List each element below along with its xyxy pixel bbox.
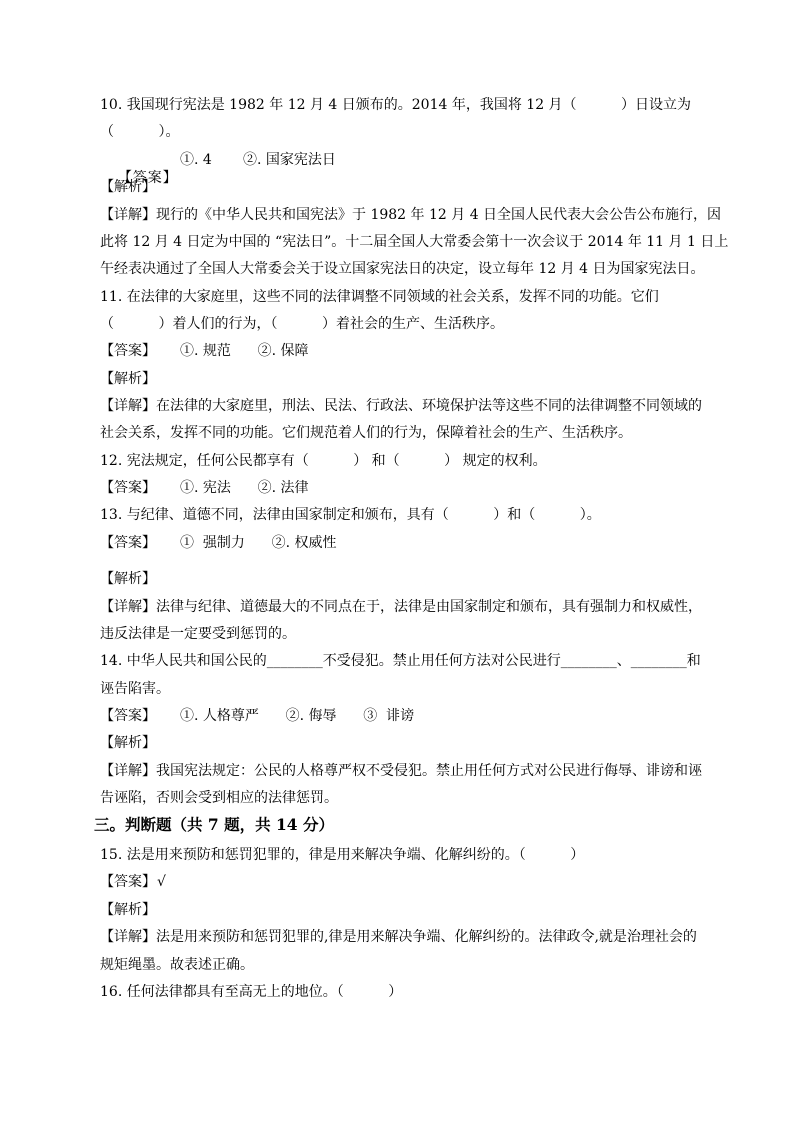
- q14-detail-line2: 告诬陷，否则会受到相应的法律惩罚。: [100, 790, 338, 806]
- q11-detail-line2: 社会关系，发挥不同的功能。它们规范着人们的行为，保障着社会的生产、生活秩序。: [100, 425, 632, 441]
- q15-detail-line2: 规矩绳墨。故表述正确。: [100, 957, 254, 973]
- q13-answer-text: ① 强制力 ②. 权威性: [180, 535, 337, 551]
- q15-analysis-tag: 【解析】: [100, 902, 156, 918]
- q15-detail-line1: 【详解】法是用来预防和惩罚犯罪的,律是用来解决争端、化解纠纷的。法律政令,就是治理社会的: [100, 929, 697, 945]
- q14-stem-line2: 诬告陷害。: [100, 681, 170, 697]
- q11-detail-line1: 【详解】在法律的大家庭里，刑法、民法、行政法、环境保护法等这些不同的法律调整不同领域的: [100, 398, 702, 414]
- q14-analysis-tag: 【解析】: [100, 735, 156, 751]
- q10-stem-line1: 10. 我国现行宪法是 1982 年 12 月 4 日颁布的。2014 年，我国将 12 月（ ）日设立为: [100, 97, 692, 113]
- q15-answer-text: √: [157, 874, 166, 890]
- q13-stem: 13. 与纪律、道德不同，法律由国家制定和颁布，具有（ ）和（ ）。: [100, 507, 601, 523]
- q11-answer-text: ①. 规范 ②. 保障: [180, 343, 309, 359]
- q10-detail-line2: 此将 12 月 4 日定为中国的 “宪法日”。十二届全国人大常委会第十一次会议于 2014 年 11 月 1 日上: [100, 234, 729, 250]
- q10-analysis-tag: 【解析】: [100, 179, 156, 195]
- q10-stem-line2: （ ）。: [100, 124, 180, 140]
- q10-detail-line1: 【详解】现行的《中华人民共和国宪法》于 1982 年 12 月 4 日全国人民代表大会公告公布施行，因: [100, 207, 722, 223]
- q12-answer-text: ①. 宪法 ②. 法律: [180, 480, 309, 496]
- q10-answer-text: ①. 4 ②. 国家宪法日: [180, 152, 336, 168]
- section-title: 三。判断题（共 7 题，共 14 分）: [94, 815, 334, 834]
- q14-detail-line1: 【详解】我国宪法规定：公民的人格尊严权不受侵犯。禁止用任何方式对公民进行侮辱、诽谤和诬: [100, 763, 702, 779]
- q14-stem-line1: 14. 中华人民共和国公民的________不受侵犯。禁止用任何方法对公民进行________、________和: [100, 653, 701, 669]
- q11-stem-line1: 11. 在法律的大家庭里，这些不同的法律调整不同领域的社会关系，发挥不同的功能。它们: [100, 289, 659, 305]
- q12-answer-tag: 【答案】: [100, 480, 156, 496]
- q15-answer-tag: 【答案】: [100, 874, 156, 890]
- q12-stem: 12. 宪法规定，任何公民都享有（ ） 和（ ） 规定的权利。: [100, 453, 547, 469]
- q13-detail-line2: 违反法律是一定要受到惩罚的。: [100, 626, 296, 642]
- q15-stem: 15. 法是用来预防和惩罚犯罪的，律是用来解决争端、化解纠纷的。（ ）: [100, 847, 585, 863]
- q13-detail-line1: 【详解】法律与纪律、道德最大的不同点在于，法律是由国家制定和颁布，具有强制力和权威性，: [100, 599, 702, 615]
- q13-analysis-tag: 【解析】: [100, 571, 156, 587]
- q14-answer-tag: 【答案】: [100, 708, 156, 724]
- q11-stem-line2: （ ）着人们的行为，（ ）着社会的生产、生活秩序。: [100, 316, 505, 332]
- q13-answer-tag: 【答案】: [100, 535, 156, 551]
- q11-analysis-tag: 【解析】: [100, 371, 156, 387]
- q16-stem: 16. 任何法律都具有至高无上的地位。（ ）: [100, 984, 403, 1000]
- answer-tag: 【答案】: [117, 170, 178, 186]
- q14-answer-text: ①. 人格尊严 ②. 侮辱 ③ 诽谤: [180, 708, 415, 724]
- q11-answer-tag: 【答案】: [100, 343, 156, 359]
- q10-detail-line3: 午经表决通过了全国人大常委会关于设立国家宪法日的决定，设立每年 12 月 4 日为国家宪法日。: [100, 261, 705, 277]
